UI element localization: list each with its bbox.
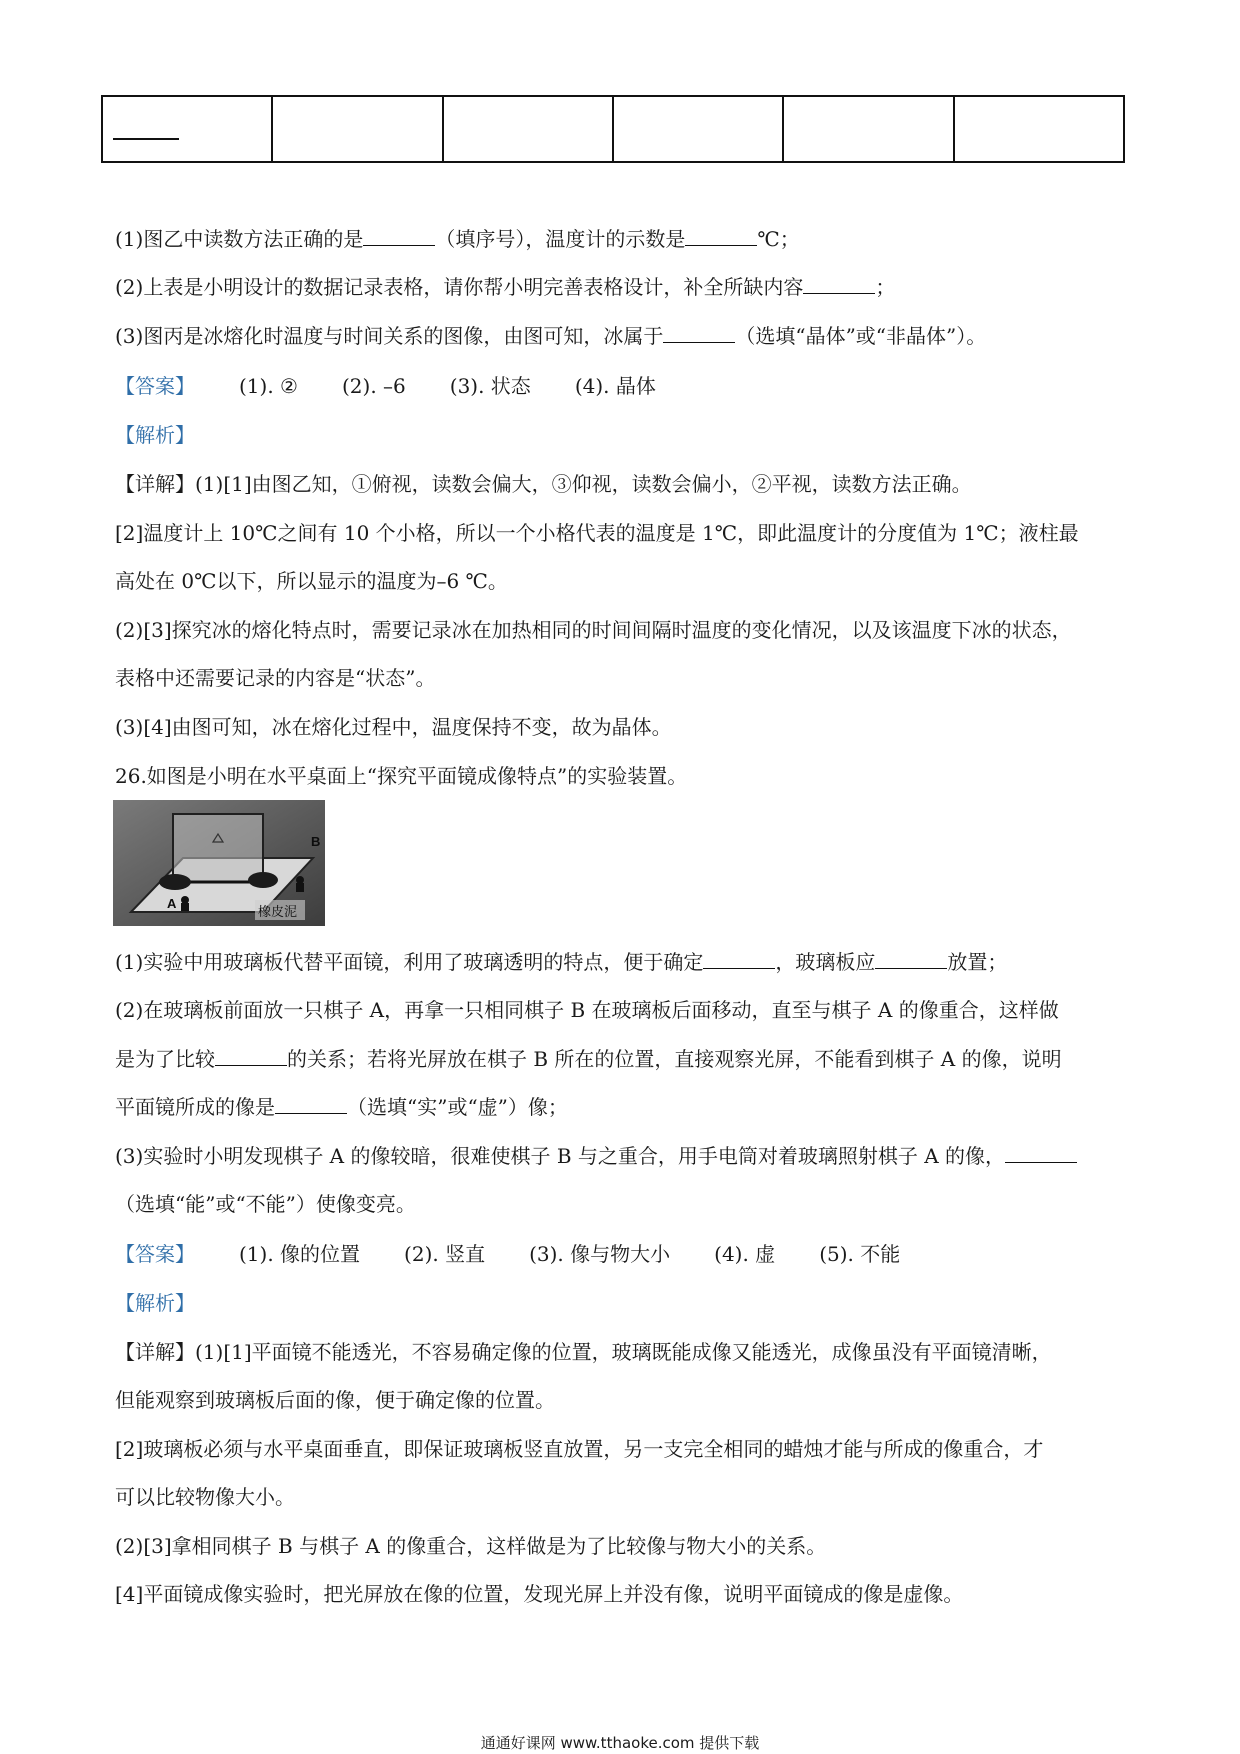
detail-line: (3)[4]由图可知，冰在熔化过程中，温度保持不变，故为晶体。 [115, 715, 672, 739]
label-a: A [167, 896, 177, 911]
answer-blank [703, 950, 775, 969]
answer-item: (1). ② [239, 374, 298, 398]
q26-stem: 26.如图是小明在水平桌面上“探究平面镜成像特点”的实验装置。 [115, 764, 688, 788]
chess-piece-b [296, 876, 304, 892]
answer-blank [1005, 1144, 1077, 1163]
q26-part2-text-b: 的关系；若将光屏放在棋子 B 所在的位置，直接观察光屏，不能看到棋子 A 的像，说明 [287, 1047, 1062, 1071]
label-b: B [311, 834, 321, 849]
q26-part1 [115, 948, 1135, 976]
clay-left [159, 874, 191, 890]
answer-item: (4). 虚 [714, 1242, 776, 1266]
q26-part3-line1 [115, 1142, 1135, 1170]
q26-part2-line1: (2)在玻璃板前面放一只棋子 A，再拿一只相同棋子 B 在玻璃板后面移动，直至与棋子 A 的像重合，这样做 [115, 998, 1059, 1022]
table-cell [954, 96, 1124, 162]
label-clay: 橡皮泥 [258, 905, 298, 920]
answer-blank [875, 950, 947, 969]
detail-line: [4]平面镜成像实验时，把光屏放在像的位置，发现光屏上并没有像，说明平面镜成的像是虚像。 [115, 1582, 964, 1606]
detail-line: [2]玻璃板必须与水平桌面垂直，即保证玻璃板竖直放置，另一支完全相同的蜡烛才能与所成的像重合，才 [115, 1437, 1044, 1461]
detail-line: 【详解】(1)[1]由图乙知，①俯视，读数会偏大，③仰视，读数会偏小，②平视，读数方法正确。 [115, 472, 972, 496]
analysis-tag: 【解析】 [115, 1291, 195, 1315]
clay-right [248, 872, 278, 888]
answer-blank [215, 1047, 287, 1066]
q26-part1-text-c: 放置； [947, 950, 1008, 974]
q25-part1-text-b: （填序号），温度计的示数是 [435, 227, 686, 251]
q25-part3 [115, 322, 1135, 350]
table-cell [783, 96, 953, 162]
detail-line: 表格中还需要记录的内容是“状态”。 [115, 666, 436, 690]
q26-part2-text-a: 是为了比较 [115, 1047, 215, 1071]
data-record-table [101, 95, 1125, 163]
table-cell [272, 96, 442, 162]
answer-blank [685, 227, 757, 246]
q26-part2-text-d: （选填“实”或“虚”）像； [347, 1095, 568, 1119]
answer-25 [115, 372, 1135, 400]
detail-line: [2]温度计上 10℃之间有 10 个小格，所以一个小格代表的温度是 1℃，即此温度计的分度值为 1℃；液柱最 [115, 521, 1079, 545]
q25-part1-text-a: (1)图乙中读数方法正确的是 [115, 227, 364, 251]
answer-item: (2). –6 [341, 374, 406, 398]
table-cell [613, 96, 783, 162]
q25-part2-text-b: ； [875, 275, 896, 299]
answer-blank [363, 227, 435, 246]
q25-part2-text-a: (2)上表是小明设计的数据记录表格，请你帮小明完善表格设计，补全所缺内容 [115, 275, 804, 299]
q26-part2-line2 [115, 1045, 1135, 1073]
answer-tag: 【答案】 [115, 1242, 195, 1266]
q26-part1-text-b: ，玻璃板应 [775, 950, 876, 974]
detail-line: (2)[3]拿相同棋子 B 与棋子 A 的像重合，这样做是为了比较像与物大小的关系。 [115, 1534, 827, 1558]
detail-line: 【详解】(1)[1]平面镜不能透光，不容易确定像的位置，玻璃既能成像又能透光，成像虽没有平面镜清晰， [115, 1340, 1052, 1364]
q25-part1-text-c: ℃； [757, 227, 800, 251]
q25-part3-text-b: （选填“晶体”或“非晶体”）。 [735, 324, 987, 348]
answer-tag: 【答案】 [115, 374, 195, 398]
detail-line: 高处在 0℃以下，所以显示的温度为–6 ℃。 [115, 569, 508, 593]
q25-part2 [115, 273, 1135, 301]
q26-part2-line3 [115, 1093, 1135, 1121]
glass-plate [173, 814, 263, 882]
cell-blank-line [113, 138, 179, 140]
q25-part3-text-a: (3)图丙是冰熔化时温度与时间关系的图像，由图可知，冰属于 [115, 324, 664, 348]
answer-item: (3). 状态 [449, 374, 531, 398]
answer-blank [663, 324, 735, 343]
q26-part1-text-a: (1)实验中用玻璃板代替平面镜，利用了玻璃透明的特点，便于确定 [115, 950, 704, 974]
answer-item: (3). 像与物大小 [529, 1242, 671, 1266]
table-cell [102, 96, 272, 162]
analysis-tag: 【解析】 [115, 423, 195, 447]
page-footer: 通通好课网 www.tthaoke.com 提供下载 [480, 1734, 760, 1752]
answer-item: (2). 竖直 [404, 1242, 486, 1266]
answer-blank [803, 275, 875, 294]
detail-line: 但能观察到玻璃板后面的像，便于确定像的位置。 [115, 1388, 555, 1412]
answer-26 [115, 1240, 1135, 1268]
answer-blank [275, 1095, 347, 1114]
table-cell [443, 96, 613, 162]
detail-line: (2)[3]探究冰的熔化特点时，需要记录冰在加热相同的时间间隔时温度的变化情况，以及该温度下冰的状态， [115, 618, 1072, 642]
q25-part1 [115, 225, 1135, 253]
experiment-setup-photo [113, 800, 325, 926]
q26-part3-text-a: (3)实验时小明发现棋子 A 的像较暗，很难使棋子 B 与之重合，用手电筒对着玻璃照射棋子 A 的像， [115, 1144, 1006, 1168]
answer-item: (1). 像的位置 [239, 1242, 361, 1266]
answer-item: (5). 不能 [819, 1242, 901, 1266]
answer-item: (4). 晶体 [574, 374, 656, 398]
table-row [102, 96, 1124, 162]
detail-line: 可以比较物像大小。 [115, 1485, 295, 1509]
q26-part2-text-c: 平面镜所成的像是 [115, 1095, 275, 1119]
q26-part3-line2: （选填“能”或“不能”）使像变亮。 [115, 1192, 416, 1216]
chess-piece-a [181, 896, 189, 911]
